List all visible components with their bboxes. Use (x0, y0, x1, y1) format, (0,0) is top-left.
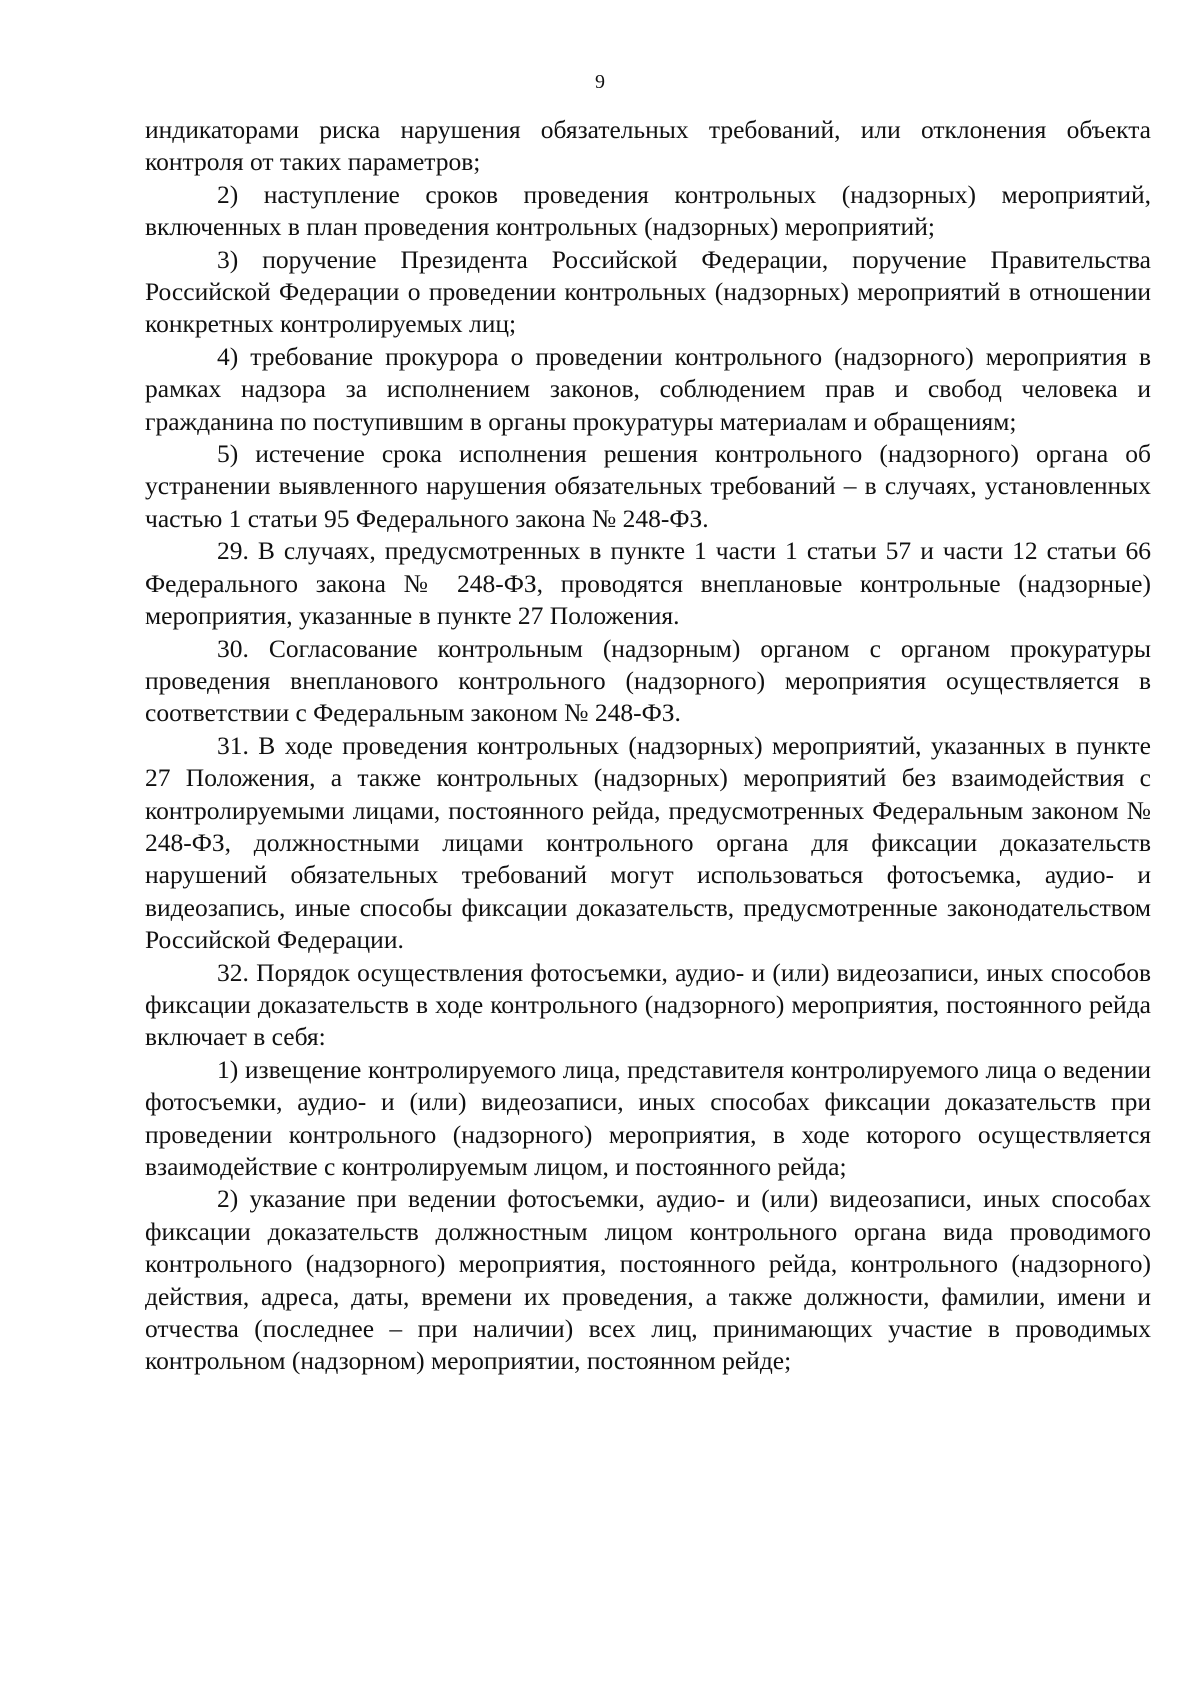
paragraph-clause-30: 30. Согласование контрольным (надзорным) органом с органом прокуратуры проведения внепланового контрольного (надзорного) мероприятия осуществляется в соответствии с Федеральным законом № 248-ФЗ. (145, 633, 1151, 728)
paragraph-clause-31: 31. В ходе проведения контрольных (надзорных) мероприятий, указанных в пункте 27 Положения, а также контрольных (надзорных) мероприятий без взаимодействия с контролируемыми лицами, постоянного рейда, предусмотренных Федеральным законом № 248-ФЗ, должностными лицами контрольного органа для фиксации доказательств нарушений обязательных требований могут использоваться фотосъемка, аудио- и видеозапись, иные способы фиксации доказательств, предусмотренные законодательством Российской Федерации. (145, 730, 1151, 955)
paragraph-item-3: 3) поручение Президента Российской Федерации, поручение Правительства Российской Федерации о проведении контрольных (надзорных) мероприятий в отношении конкретных контролируемых лиц; (145, 244, 1151, 339)
paragraph-clause-29: 29. В случаях, предусмотренных в пункте 1 части 1 статьи 57 и части 12 статьи 66 Федерального закона № 248-ФЗ, проводятся внеплановые контрольные (надзорные) мероприятия, указанные в пункте 27 Положения. (145, 536, 1151, 631)
paragraph-clause-32-item-1: 1) извещение контролируемого лица, представителя контролируемого лица о ведении фотосъемки, аудио- и (или) видеозаписи, иных способах фиксации доказательств при проведении контрольного (надзорного) мероприятия, в ходе которого осуществляется взаимодействие с контролируемым лицом, и постоянного рейда; (145, 1054, 1151, 1181)
paragraph-continuation: индикаторами риска нарушения обязательных требований, или отклонения объекта контроля от таких параметров; (145, 115, 1151, 177)
page-number: 9 (595, 71, 605, 93)
paragraph-item-5: 5) истечение срока исполнения решения контрольного (надзорного) органа об устранении выявленного нарушения обязательных требований – в случаях, установленных частью 1 статьи 95 Федерального закона № 248-ФЗ. (145, 439, 1151, 533)
paragraph-clause-32-item-2: 2) указание при ведении фотосъемки, аудио- и (или) видеозаписи, иных способах фиксации доказательств должностным лицом контрольного органа вида проводимого контрольного (надзорного) мероприятия, постоянного рейда, контрольного (надзорного) действия, адреса, даты, времени их проведения, а также должности, фамилии, имени и отчества (последнее – при наличии) всех лиц, принимающих участие в проводимых контрольном (надзорном) мероприятии, постоянном рейде; (145, 1184, 1151, 1376)
paragraph-clause-32: 32. Порядок осуществления фотосъемки, аудио- и (или) видеозаписи, иных способов фиксации доказательств в ходе контрольного (надзорного) мероприятия, постоянного рейда включает в себя: (145, 957, 1151, 1052)
document-body (145, 114, 1151, 1378)
paragraph-item-2: 2) наступление сроков проведения контрольных (надзорных) мероприятий, включенных в план проведения контрольных (надзорных) мероприятий; (145, 179, 1151, 242)
paragraph-item-4: 4) требование прокурора о проведении контрольного (надзорного) мероприятия в рамках надзора за исполнением законов, соблюдением прав и свобод человека и гражданина по поступившим в органы прокуратуры материалам и обращениям; (145, 341, 1151, 436)
